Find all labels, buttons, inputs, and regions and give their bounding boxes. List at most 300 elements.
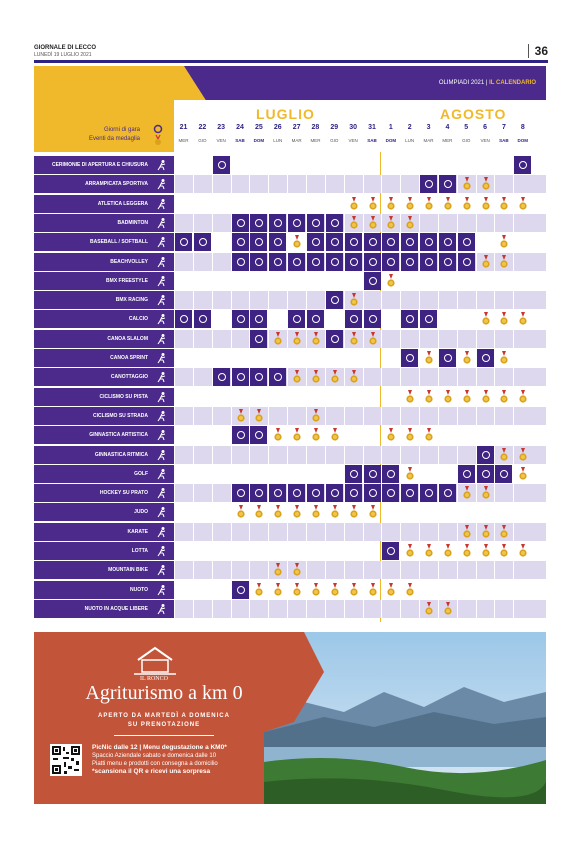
empty-cell [325,523,343,541]
medal-event-marker [438,600,456,618]
race-day-marker [344,484,362,502]
empty-cell [174,446,192,464]
sport-pictogram-icon [156,236,168,248]
legend-icons [152,124,164,146]
sport-label [34,214,174,232]
empty-cell [344,446,362,464]
sport-row [34,542,546,560]
medal-icon [387,274,395,288]
medal-icon [387,583,395,597]
race-day-marker [363,233,381,251]
empty-cell [419,561,437,579]
medal-icon [350,583,358,597]
empty-cell [231,542,249,560]
empty-cell [212,484,230,502]
qr-code[interactable] [50,744,82,776]
day-weekday: LUN [405,138,415,143]
empty-cell [400,330,418,348]
empty-cell [287,388,305,406]
sport-row [34,349,546,367]
medal-event-marker [268,561,286,579]
empty-cell [381,503,399,521]
empty-cell [212,542,230,560]
medal-event-marker [287,561,305,579]
sport-pictogram-icon [156,159,168,171]
medal-event-marker [476,195,494,213]
empty-cell [476,291,494,309]
sport-row [34,465,546,483]
empty-cell [363,349,381,367]
medal-icon [463,197,471,211]
medal-event-marker [231,503,249,521]
medal-icon [331,428,339,442]
empty-cell [494,175,512,193]
empty-cell [344,542,362,560]
empty-cell [212,330,230,348]
sport-label [34,503,174,521]
medal-event-marker [306,407,324,425]
sport-pictogram-icon [156,564,168,576]
header-rule [34,60,548,63]
sport-name: CANOTTAGGIO [110,374,148,381]
race-day-marker [363,310,381,328]
empty-cell [268,446,286,464]
empty-cell [193,291,211,309]
empty-cell [400,407,418,425]
empty-cell [174,561,192,579]
medal-event-marker [438,542,456,560]
sport-name: GINNASTICA RITMICA [94,451,148,458]
medal-event-marker [325,503,343,521]
medal-event-marker [325,426,343,444]
medal-icon [237,505,245,519]
race-day-marker [381,233,399,251]
empty-cell [193,175,211,193]
race-day-marker [457,233,475,251]
empty-cell [476,561,494,579]
ad-line-4: *scansiona il QR e ricevi una sorpresa [92,768,211,775]
medal-icon [331,370,339,384]
empty-cell [344,388,362,406]
empty-cell [174,175,192,193]
race-day-marker [306,214,324,232]
empty-cell [438,503,456,521]
empty-cell [231,600,249,618]
sport-cells [174,581,546,599]
race-day-marker [476,446,494,464]
medal-icon [369,505,377,519]
medal-icon [500,235,508,249]
banner-title: OLIMPIADI 2021 | IL CALENDARIO [438,80,536,86]
medal-event-marker [419,600,437,618]
empty-cell [306,561,324,579]
day-weekday: GIO [198,138,207,143]
medal-icon [482,390,490,404]
empty-cell [193,542,211,560]
sport-name: CANOA SPRINT [110,355,148,361]
empty-cell [438,561,456,579]
empty-cell [344,600,362,618]
empty-cell [306,156,324,174]
race-day-marker [325,484,343,502]
medal-icon [425,544,433,558]
empty-cell [325,407,343,425]
empty-cell [381,561,399,579]
empty-cell [174,156,192,174]
medal-event-marker [268,426,286,444]
race-day-marker [306,310,324,328]
empty-cell [249,175,267,193]
sport-row [34,195,546,213]
empty-cell [325,446,343,464]
sport-row [34,175,546,193]
empty-cell [193,561,211,579]
empty-cell [419,368,437,386]
empty-cell [363,368,381,386]
empty-cell [212,233,230,251]
medal-event-marker [476,175,494,193]
empty-cell [287,523,305,541]
empty-cell [174,600,192,618]
sport-row [34,368,546,386]
medal-event-marker [419,349,437,367]
sport-label [34,310,174,328]
race-day-marker [400,349,418,367]
sport-name: GINNASTICA ARTISTICA [89,432,148,439]
sport-label [34,349,174,367]
sport-row [34,388,546,406]
sport-row [34,426,546,444]
empty-cell [457,272,475,290]
sport-name: NUOTO IN ACQUE LIBERE [84,605,148,612]
month-august: AGOSTO [440,106,507,122]
medal-icon [406,467,414,481]
race-day-marker [249,253,267,271]
medal-event-marker [476,484,494,502]
sport-cells [174,233,546,251]
empty-cell [363,291,381,309]
empty-cell [363,446,381,464]
empty-cell [287,291,305,309]
medal-icon [500,351,508,365]
empty-cell [249,156,267,174]
sport-name: CALCIO [128,316,148,323]
empty-cell [268,600,286,618]
day-weekday: GIO [330,138,339,143]
medal-event-marker [476,253,494,271]
empty-cell [419,465,437,483]
empty-cell [174,407,192,425]
medal-icon [425,197,433,211]
empty-cell [438,446,456,464]
sport-pictogram-icon [156,313,168,325]
empty-cell [174,465,192,483]
sport-name: GOLF [134,470,148,477]
medal-event-marker [400,426,418,444]
empty-cell [494,156,512,174]
medal-icon [482,525,490,539]
empty-cell [174,253,192,271]
empty-cell [306,465,324,483]
empty-cell [212,426,230,444]
empty-cell [306,349,324,367]
empty-cell [212,349,230,367]
medal-event-marker [457,175,475,193]
empty-cell [212,175,230,193]
sport-pictogram-icon [156,371,168,383]
sport-label [34,484,174,502]
race-day-marker [325,291,343,309]
empty-cell [325,310,343,328]
medal-event-marker [513,310,531,328]
medal-event-marker [513,465,531,483]
empty-cell [438,581,456,599]
empty-cell [513,330,531,348]
empty-cell [457,291,475,309]
sport-row [34,600,546,618]
race-day-marker [438,349,456,367]
empty-cell [306,523,324,541]
medal-icon [425,390,433,404]
day-weekday: DOM [385,138,397,143]
empty-cell [174,330,192,348]
medal-event-marker [381,426,399,444]
race-day-marker [400,233,418,251]
sport-row [34,484,546,502]
race-day-marker [231,233,249,251]
sport-name: LOTTA [131,548,148,554]
day-weekday: GIO [462,138,471,143]
day-number: 5 [464,124,469,131]
empty-cell [476,214,494,232]
ad-divider [114,735,214,736]
medal-icon [519,390,527,404]
sport-cells [174,195,546,213]
empty-cell [268,542,286,560]
empty-cell [174,523,192,541]
empty-cell [268,195,286,213]
sport-name: BADMINTON [117,219,148,226]
medal-event-marker [287,233,305,251]
sport-cells [174,330,546,348]
empty-cell [306,446,324,464]
day-weekday: MAR [291,138,302,143]
ad-line-2: Spaccio Aziendale sabato e domenica dalle 10 [92,753,217,759]
empty-cell [363,523,381,541]
race-day-marker [174,233,192,251]
race-day-marker [325,233,343,251]
empty-cell [494,330,512,348]
race-day-marker [363,484,381,502]
race-day-marker [494,465,512,483]
day-number: 21 [179,124,188,131]
medal-event-marker [513,195,531,213]
race-day-marker [325,214,343,232]
medal-event-marker [363,195,381,213]
sport-pictogram-icon [156,178,168,190]
empty-cell [174,426,192,444]
empty-cell [513,175,531,193]
race-day-marker [287,484,305,502]
race-day-marker [363,272,381,290]
empty-cell [344,426,362,444]
empty-cell [381,349,399,367]
empty-cell [419,523,437,541]
day-number: 30 [349,124,358,131]
sport-cells [174,407,546,425]
ad-info [92,744,292,776]
empty-cell [268,407,286,425]
race-day-marker [249,310,267,328]
race-day-marker [231,484,249,502]
empty-cell [268,310,286,328]
medal-icon [312,409,320,423]
empty-cell [344,349,362,367]
sport-label [34,272,174,290]
empty-cell [268,291,286,309]
medal-icon [425,602,433,616]
empty-cell [438,272,456,290]
empty-cell [400,503,418,521]
sport-pictogram-icon [156,410,168,422]
medal-event-marker [306,581,324,599]
sport-label [34,523,174,541]
medal-icon [387,197,395,211]
medal-event-marker [306,368,324,386]
medal-icon [369,197,377,211]
race-day-marker [231,310,249,328]
race-day-marker [231,253,249,271]
race-day-marker [344,253,362,271]
ad-title: Agriturismo a km 0 [85,682,243,704]
empty-cell [249,465,267,483]
empty-cell [325,465,343,483]
empty-cell [457,407,475,425]
medal-event-marker [438,388,456,406]
medal-event-marker [306,330,324,348]
empty-cell [249,195,267,213]
empty-cell [249,272,267,290]
day-number: 3 [426,124,431,131]
day-weekday: VEN [216,138,226,143]
empty-cell [306,272,324,290]
empty-cell [212,272,230,290]
sport-label [34,581,174,599]
empty-cell [419,446,437,464]
empty-cell [268,523,286,541]
sport-label [34,156,174,174]
medal-icon [237,409,245,423]
race-day-marker [306,253,324,271]
race-day-marker [249,368,267,386]
medal-event-marker [249,581,267,599]
empty-cell [381,291,399,309]
sport-pictogram-icon [156,545,168,557]
medal-event-marker [419,388,437,406]
empty-cell [513,407,531,425]
sport-label [34,465,174,483]
medal-event-marker [457,542,475,560]
empty-cell [174,542,192,560]
empty-cell [325,561,343,579]
empty-cell [212,446,230,464]
empty-cell [231,195,249,213]
medal-icon [482,255,490,269]
sport-name: ATLETICA LEGGERA [97,200,148,207]
legend [50,126,140,144]
empty-cell [212,503,230,521]
empty-cell [325,542,343,560]
medal-icon [500,312,508,326]
empty-cell [231,388,249,406]
sport-label [34,175,174,193]
race-day-marker [231,581,249,599]
medal-event-marker [476,310,494,328]
sport-cells [174,484,546,502]
race-day-marker [400,253,418,271]
race-day-marker [287,310,305,328]
race-day-marker [344,233,362,251]
sport-label [34,407,174,425]
sport-name: HOCKEY SU PRATO [99,490,148,497]
medal-event-marker [287,581,305,599]
medal-icon [406,216,414,230]
sport-cells [174,388,546,406]
empty-cell [494,581,512,599]
medal-event-marker [513,446,531,464]
empty-cell [174,503,192,521]
sport-name: MOUNTAIN BIKE [108,567,148,574]
empty-cell [174,484,192,502]
empty-cell [231,330,249,348]
sport-cells [174,600,546,618]
race-day-marker [249,330,267,348]
empty-cell [268,272,286,290]
sport-label [34,446,174,464]
empty-cell [287,175,305,193]
day-weekday: VEN [480,138,490,143]
day-weekday: MER [442,138,453,143]
legend-race-days: Giorni di gara [103,127,140,133]
day-weekday: LUN [273,138,283,143]
empty-cell [212,253,230,271]
empty-cell [494,272,512,290]
day-number: 1 [388,124,393,131]
empty-cell [193,214,211,232]
day-number: 28 [311,124,320,131]
empty-cell [306,388,324,406]
empty-cell [513,368,531,386]
medal-icon [274,332,282,346]
race-day-marker [193,233,211,251]
medal-event-marker [344,330,362,348]
sport-label [34,426,174,444]
medal-icon [500,197,508,211]
empty-cell [494,503,512,521]
masthead [34,45,96,59]
empty-cell [381,523,399,541]
empty-cell [457,600,475,618]
medal-icon [293,370,301,384]
medal-icon [463,351,471,365]
medal-event-marker [513,542,531,560]
empty-cell [287,156,305,174]
race-day-marker [249,214,267,232]
empty-cell [476,368,494,386]
empty-cell [193,484,211,502]
race-day-marker [457,253,475,271]
sport-cells [174,465,546,483]
